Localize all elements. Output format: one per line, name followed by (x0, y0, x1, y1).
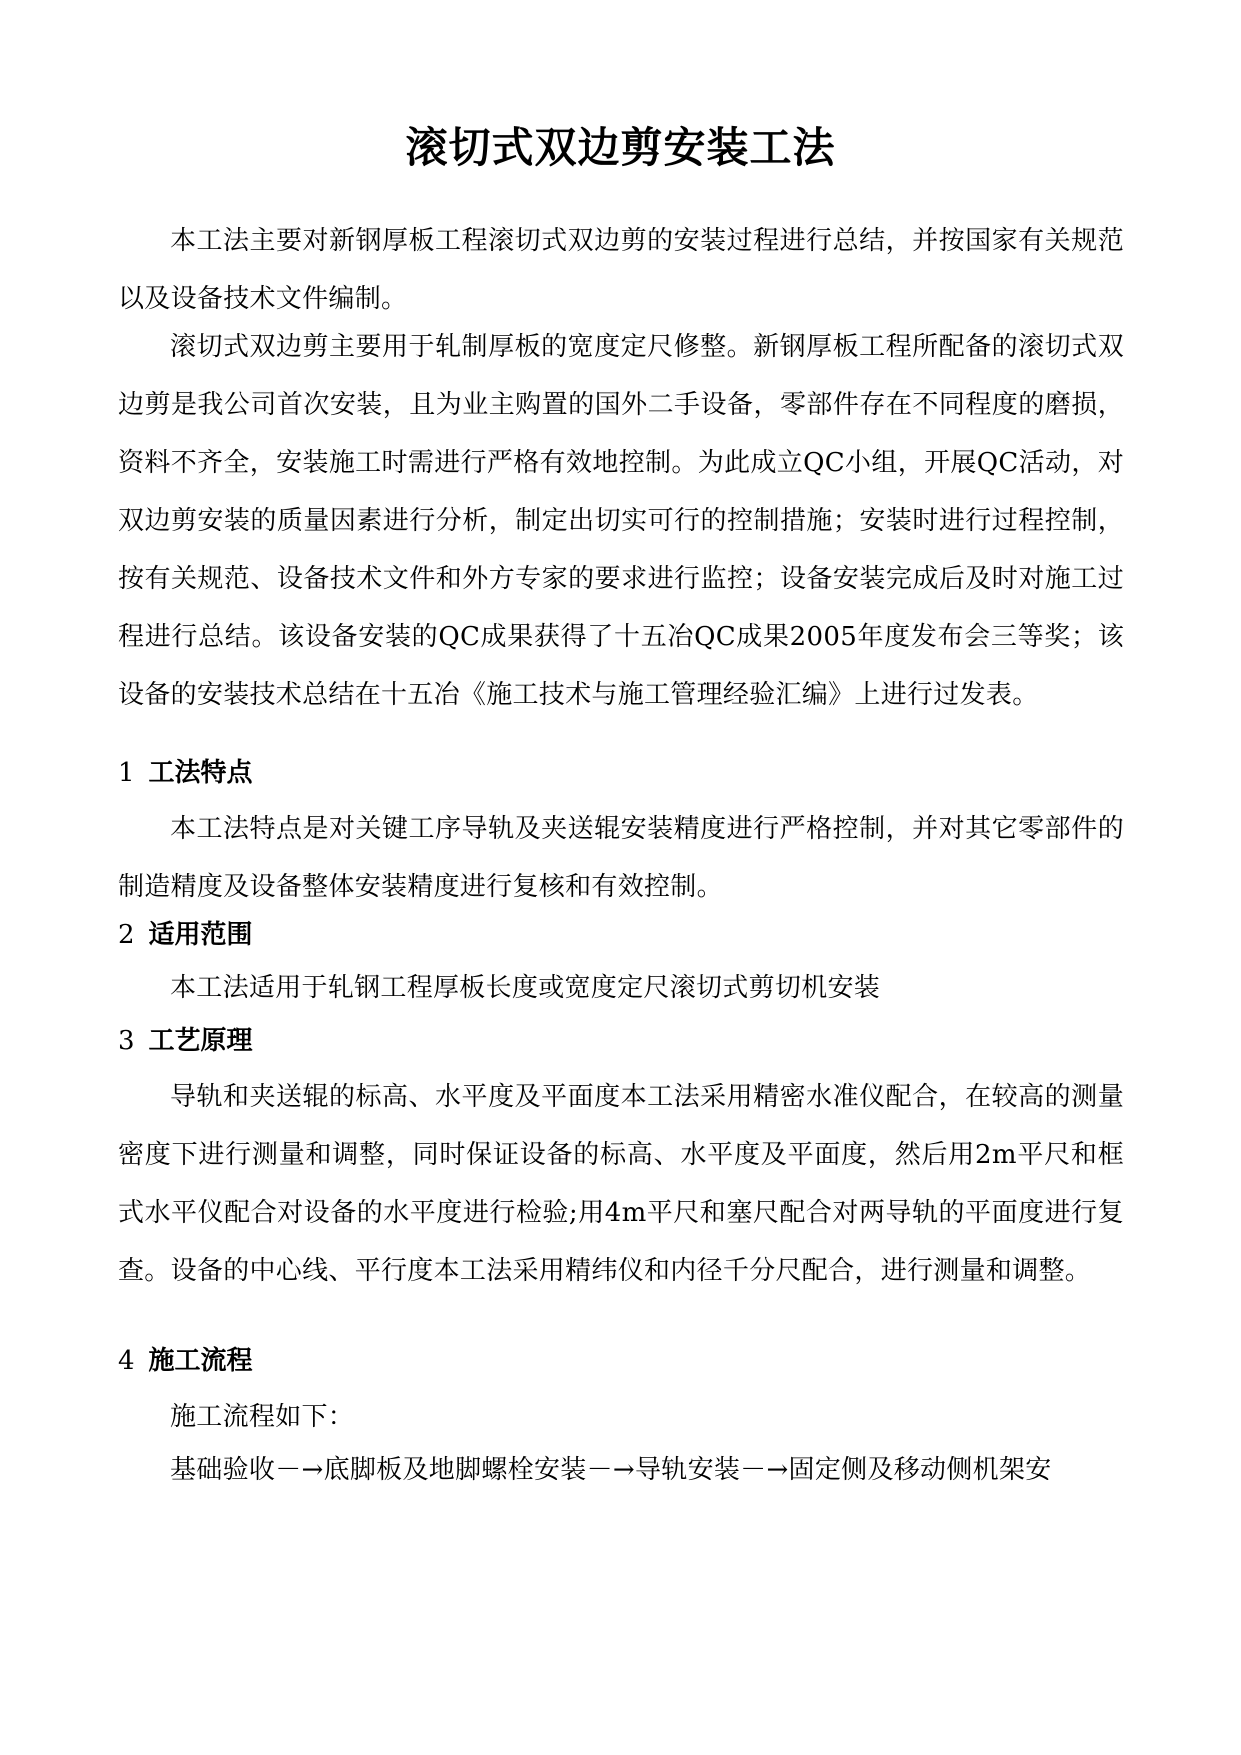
section-4-paragraph-1: 施工流程如下： (170, 1402, 355, 1432)
intro-paragraph-2: 滚切式双边剪主要用于轧制厚板的宽度定尺修整。新钢厚板工程所配备的滚切式双边剪是我公司首次安装，且为业主购置的国外二手设备，零部件存在不同程度的磨损，资料不齐全，安装施工时需进行严格有效地控制。为此成立QC小组，开展QC活动，对双边剪安装的质量因素进行分析，制定出切实可行的控制措施；安装时进行过程控制，按有关规范、设备技术文件和外方专家的要求进行监控；设备安装完成后及时对施工过程进行总结。该设备安装的QC成果获得了十五冶QC成果2005年度发布会三等奖；该设备的安装技术总结在十五冶《施工技术与施工管理经验汇编》上进行过发表。 (118, 332, 1124, 710)
section-title-2: 适用范围 (148, 920, 253, 950)
section-3-paragraph-1: 导轨和夹送辊的标高、水平度及平面度本工法采用精密水准仪配合，在较高的测量密度下进行测量和调整，同时保证设备的标高、水平度及平面度，然后用2m平尺和框式水平仪配合对设备的水平度进行检验;用4m平尺和塞尺配合对两导轨的平面度进行复查。设备的中心线、平行度本工法采用精纬仪和内径千分尺配合，进行测量和调整。 (118, 1082, 1124, 1286)
section-number-1: 1 (118, 758, 135, 788)
section-heading-2 (118, 906, 1124, 964)
section-heading-3 (118, 1012, 1124, 1070)
section-2-paragraph-1: 本工法适用于轧钢工程厚板长度或宽度定尺滚切式剪切机安装 (170, 973, 881, 1003)
section-title-3: 工艺原理 (148, 1026, 253, 1056)
section-number-4: 4 (118, 1346, 135, 1376)
section-4-paragraph-2: 基础验收－→底脚板及地脚螺栓安装－→导轨安装－→固定侧及移动侧机架安 (170, 1455, 1052, 1485)
section-heading-1 (118, 744, 1124, 802)
section-title-4: 施工流程 (148, 1346, 253, 1376)
section-number-2: 2 (118, 920, 135, 950)
intro-paragraph-1: 本工法主要对新钢厚板工程滚切式双边剪的安装过程进行总结，并按国家有关规范以及设备技术文件编制。 (118, 226, 1124, 314)
section-1-paragraph-1: 本工法特点是对关键工序导轨及夹送辊安装精度进行严格控制，并对其它零部件的制造精度及设备整体安装精度进行复核和有效控制。 (118, 814, 1124, 902)
section-number-3: 3 (118, 1026, 135, 1056)
document-title: 滚切式双边剪安装工法 (405, 123, 836, 172)
section-heading-4 (118, 1332, 1124, 1390)
section-title-1: 工法特点 (148, 758, 253, 788)
